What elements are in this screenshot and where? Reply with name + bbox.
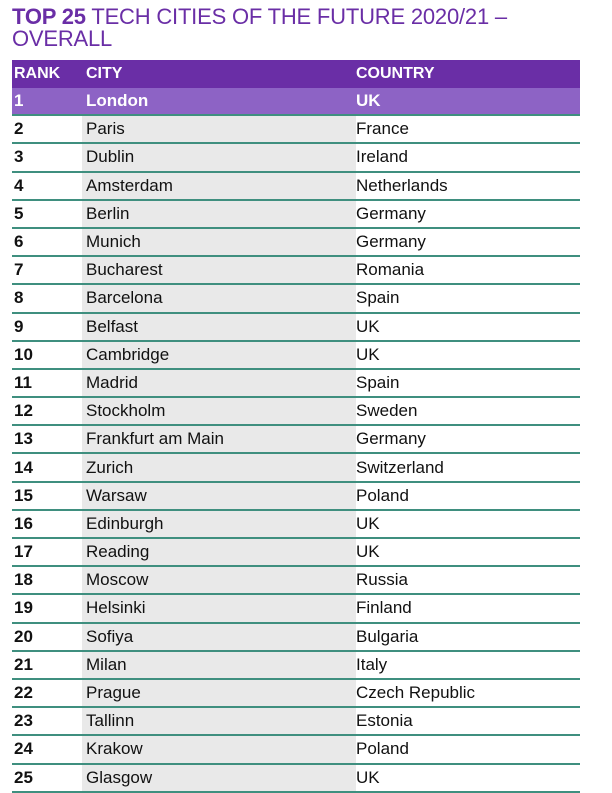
rank-cell: 9 xyxy=(14,316,24,336)
city-cell: Moscow xyxy=(82,567,356,593)
city-cell: Milan xyxy=(82,652,356,678)
rank-cell: 20 xyxy=(14,626,33,646)
table-row xyxy=(12,539,580,567)
country-cell: Spain xyxy=(356,372,400,392)
country-cell: Switzerland xyxy=(356,457,444,477)
country-cell: Italy xyxy=(356,654,388,674)
page-title xyxy=(12,6,592,50)
table-header xyxy=(12,60,580,88)
rank-cell: 13 xyxy=(14,429,33,449)
table-row xyxy=(12,342,580,370)
country-cell: Spain xyxy=(356,288,400,308)
city-cell: Madrid xyxy=(82,370,356,396)
rank-cell: 5 xyxy=(14,203,24,223)
rank-cell: 3 xyxy=(14,147,24,167)
city-cell: Sofiya xyxy=(82,624,356,650)
city-cell: Barcelona xyxy=(82,285,356,311)
header-country: COUNTRY xyxy=(356,65,435,82)
city-cell: Reading xyxy=(82,539,356,565)
header-rank: RANK xyxy=(14,65,61,82)
city-cell: Glasgow xyxy=(82,765,356,791)
rank-cell: 22 xyxy=(14,683,33,703)
table-row xyxy=(12,370,580,398)
header-city: CITY xyxy=(86,65,123,82)
city-cell: Berlin xyxy=(82,201,356,227)
rank-cell: 2 xyxy=(14,119,24,139)
rankings-table xyxy=(12,60,580,793)
rank-cell: 19 xyxy=(14,598,33,618)
city-cell: Krakow xyxy=(82,736,356,762)
table-row xyxy=(12,680,580,708)
city-cell: Warsaw xyxy=(82,483,356,509)
country-cell: Poland xyxy=(356,485,409,505)
table-row xyxy=(12,595,580,623)
table-row xyxy=(12,314,580,342)
city-cell: Amsterdam xyxy=(82,173,356,199)
rank-cell: 25 xyxy=(14,767,33,787)
rank-cell: 21 xyxy=(14,654,33,674)
table-row xyxy=(12,483,580,511)
city-cell: Prague xyxy=(82,680,356,706)
rank-cell: 7 xyxy=(14,260,24,280)
rank-cell: 8 xyxy=(14,288,24,308)
table-row xyxy=(12,426,580,454)
rank-cell: 23 xyxy=(14,711,33,731)
title-rest: TECH CITIES OF THE FUTURE 2020/21 – OVERALL xyxy=(12,4,507,51)
country-cell: Czech Republic xyxy=(356,683,476,703)
table-row xyxy=(12,257,580,285)
table-row xyxy=(12,116,580,144)
city-cell: Tallinn xyxy=(82,708,356,734)
country-cell: Estonia xyxy=(356,711,413,731)
rank-cell: 4 xyxy=(14,175,24,195)
rank-cell: 14 xyxy=(14,457,33,477)
rank-cell: 18 xyxy=(14,570,33,590)
city-cell: Dublin xyxy=(82,144,356,170)
rank-cell: 10 xyxy=(14,344,33,364)
country-cell: UK xyxy=(356,542,380,562)
city-cell: Paris xyxy=(82,116,356,142)
city-cell: Bucharest xyxy=(82,257,356,283)
country-cell: Netherlands xyxy=(356,175,448,195)
rank-cell: 12 xyxy=(14,401,33,421)
title-strong: TOP 25 xyxy=(12,4,86,29)
table-row xyxy=(12,285,580,313)
table-row xyxy=(12,144,580,172)
city-cell: Frankfurt am Main xyxy=(82,426,356,452)
country-cell: UK xyxy=(356,344,380,364)
country-cell: Poland xyxy=(356,739,409,759)
city-cell: Munich xyxy=(82,229,356,255)
country-cell: Bulgaria xyxy=(356,626,419,646)
country-cell: France xyxy=(356,119,409,139)
country-cell: UK xyxy=(356,513,380,533)
table-row xyxy=(12,201,580,229)
country-cell: UK xyxy=(356,316,380,336)
country-cell: Finland xyxy=(356,598,412,618)
table-row xyxy=(12,511,580,539)
city-cell: Cambridge xyxy=(82,342,356,368)
city-cell: Stockholm xyxy=(82,398,356,424)
table-row xyxy=(12,567,580,595)
table-row xyxy=(12,454,580,482)
rank-cell: 11 xyxy=(14,372,32,392)
table-body xyxy=(12,88,580,793)
city-cell: London xyxy=(86,91,149,111)
country-cell: UK xyxy=(356,91,381,111)
city-cell: Belfast xyxy=(82,314,356,340)
rank-cell: 15 xyxy=(14,485,33,505)
country-cell: Germany xyxy=(356,429,426,449)
country-cell: Sweden xyxy=(356,401,418,421)
table-row xyxy=(12,765,580,793)
country-cell: Romania xyxy=(356,260,425,280)
table-row xyxy=(12,652,580,680)
rank-cell: 17 xyxy=(14,542,33,562)
table-row xyxy=(12,173,580,201)
city-cell: Helsinki xyxy=(82,595,356,621)
country-cell: Ireland xyxy=(356,147,408,167)
rank-cell: 16 xyxy=(14,513,33,533)
rank-cell: 24 xyxy=(14,739,33,759)
rank-cell: 1 xyxy=(14,91,24,111)
city-cell: Zurich xyxy=(82,454,356,480)
rank-cell: 6 xyxy=(14,232,24,252)
table-row xyxy=(12,708,580,736)
table-row xyxy=(12,624,580,652)
city-cell: Edinburgh xyxy=(82,511,356,537)
table-row xyxy=(12,736,580,764)
country-cell: Russia xyxy=(356,570,408,590)
country-cell: Germany xyxy=(356,232,426,252)
table-row xyxy=(12,398,580,426)
country-cell: UK xyxy=(356,767,380,787)
country-cell: Germany xyxy=(356,203,426,223)
table-row xyxy=(12,229,580,257)
table-row xyxy=(12,88,580,116)
